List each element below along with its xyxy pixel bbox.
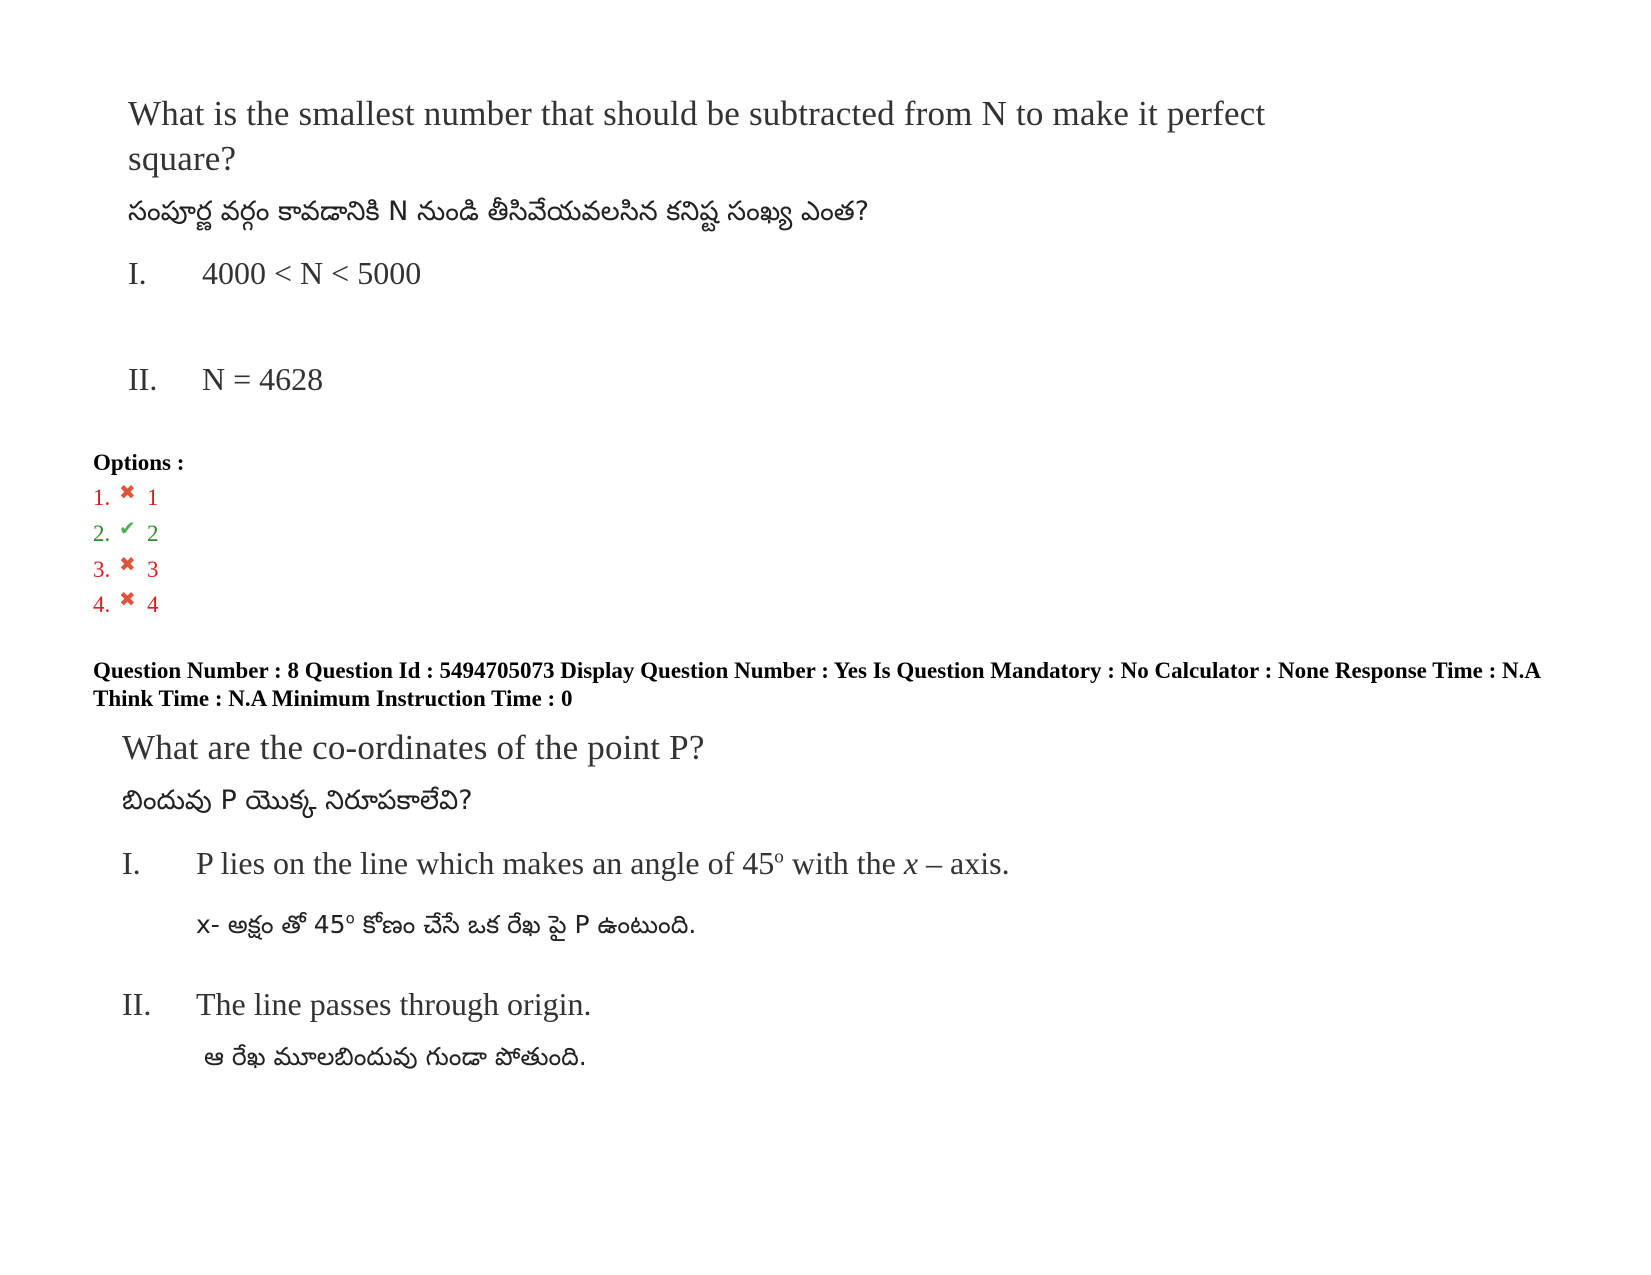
q8-statement-2-telugu: ఆ రేఖ మూలబిందువు గుండా పోతుంది. [204, 1042, 587, 1071]
statement-2-text: N = 4628 [202, 361, 324, 397]
q8-statement-2-number: II. [122, 986, 152, 1022]
statement-1-text: 4000 < N < 5000 [202, 255, 422, 291]
option-1[interactable] [93, 480, 159, 511]
question-8-meta: Question Number : 8 Question Id : 5494705073 Display Question Number : Yes Is Question Mandatory : No Calculator : None Response Time : N.A Think Time : N.A Minimum Instruction Time : 0 [93, 658, 1540, 711]
q8-statement-1-text: P lies on the line which makes an angle of 45$^o$ with the x – axis. [196, 845, 1010, 881]
statement-2-number: II. [128, 361, 158, 397]
option-4[interactable] [93, 587, 159, 618]
option-3-number: 3. [93, 557, 111, 582]
question-8-text-telugu: బిందువు P యొక్క నిరూపకాలేవి? [122, 785, 473, 816]
question-8-text: What are the co-ordinates of the point P? [122, 728, 705, 767]
cross-icon: ✖ [119, 587, 136, 611]
q8-statement-1-telugu: x- అక్షం తో 45$^o$ కోణం చేసే ఒక రేఖ పై P ఉంటుంది. [196, 909, 697, 939]
q8-statement-2-text: The line passes through origin. [196, 986, 592, 1022]
option-1-number: 1. [93, 485, 111, 510]
option-2-number: 2. [93, 521, 111, 546]
option-3[interactable] [93, 552, 159, 583]
cross-icon: ✖ [119, 480, 136, 504]
cross-icon: ✖ [119, 552, 136, 576]
option-3-value: 3 [147, 557, 159, 582]
question-7-text-line-1: What is the smallest number that should be subtracted from N to make it perfect [128, 94, 1266, 133]
option-2-value: 2 [147, 521, 159, 546]
q8-statement-1-number: I. [122, 845, 141, 881]
option-4-number: 4. [93, 592, 111, 617]
option-2[interactable] [93, 516, 159, 547]
statement-1-number: I. [128, 255, 147, 291]
option-4-value: 4 [147, 592, 159, 617]
question-7-text-telugu: సంపూర్ణ వర్గం కావడానికి N నుండి తీసివేయవలసిన కనిష్ట సంఖ్య ఎంత? [128, 196, 870, 227]
options-heading: Options : [93, 450, 185, 475]
option-1-value: 1 [147, 485, 159, 510]
check-icon: ✔ [119, 516, 136, 540]
question-7-text-line-2: square? [128, 139, 237, 178]
